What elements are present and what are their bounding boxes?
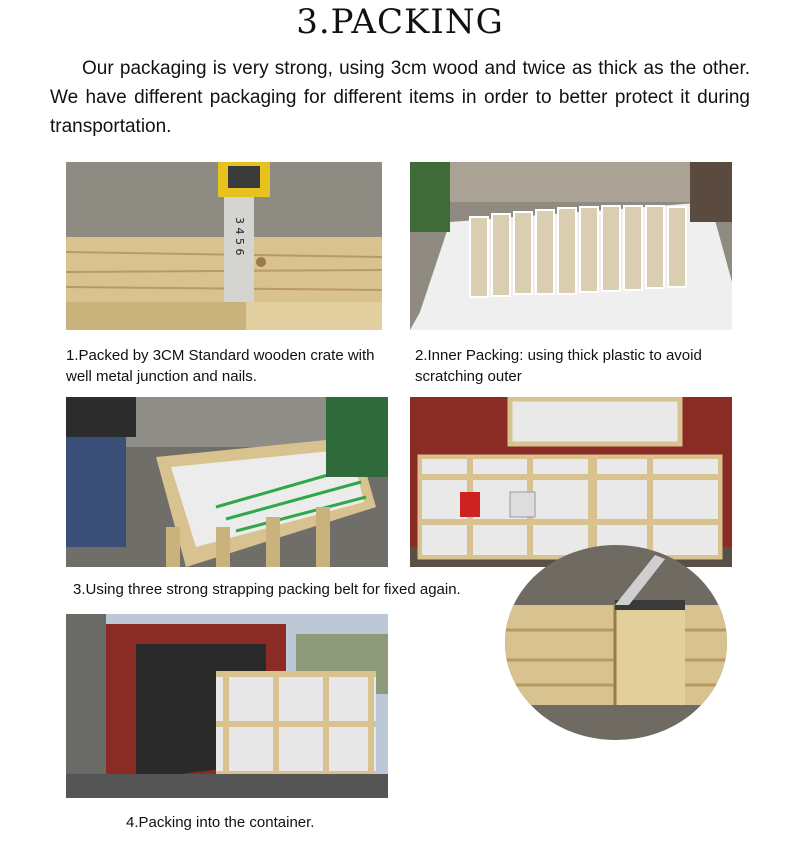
caption-1-line-2: well metal junction and nails. [66,368,257,385]
caption-4: 4.Packing into the container. [126,814,315,831]
caption-2-line-2: scratching outer [415,368,522,385]
photo-container-loading [66,614,388,798]
intro-paragraph [50,54,750,141]
caption-2 [415,345,702,387]
caption-3: 3.Using three strong strapping packing belt for fixed again. [73,581,461,598]
photo-wood-joint-closeup [505,545,727,740]
caption-2-line-1: 2.Inner Packing: using thick plastic to avoid [415,347,702,364]
page-title: 3.PACKING [296,2,504,42]
intro-text: Our packaging is very strong, using 3cm wood and twice as thick as the other. We have different packaging for different items in order to better protect it during transportation. [50,58,750,137]
photo-strapping [66,397,388,567]
caption-1-line-1: 1.Packed by 3CM Standard wooden crate with [66,347,375,364]
photo-wood-thickness [66,162,382,330]
photo-wooden-crates [410,397,732,567]
caption-1 [66,345,375,387]
photo-inner-packing [410,162,732,330]
tape-digits: 3 4 5 6 [233,217,246,256]
